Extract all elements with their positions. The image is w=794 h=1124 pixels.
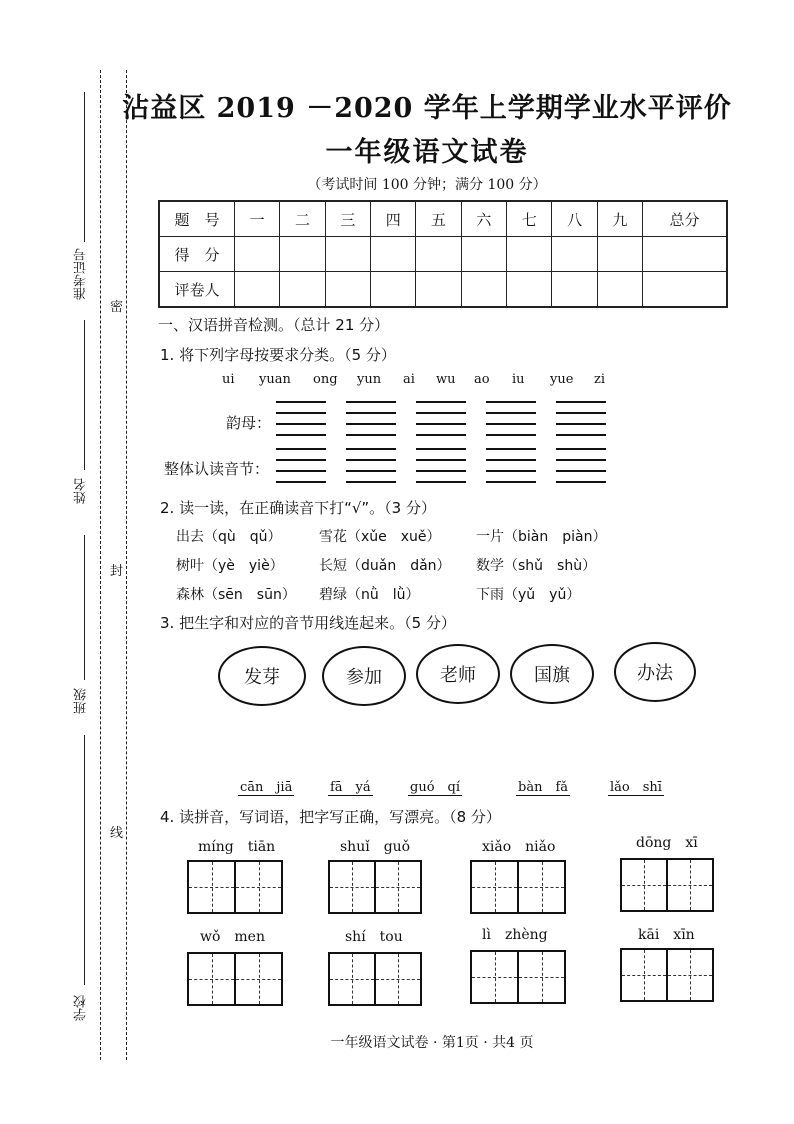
pinyin-choice-item[interactable]: 一片（biàn piàn） xyxy=(476,529,607,545)
pinyin-choice-item[interactable]: 数学（shǔ shù） xyxy=(476,558,597,574)
seal-char-xian: 线 xyxy=(110,826,124,841)
score-cell[interactable] xyxy=(643,237,727,272)
syllable-option[interactable]: cān jiā xyxy=(238,776,294,796)
letter-item: yue xyxy=(550,372,574,387)
pinyin-writing-lines[interactable] xyxy=(486,401,536,435)
grader-cell[interactable] xyxy=(280,272,325,308)
section-title: 一、汉语拼音检测。（总计 21 分） xyxy=(158,316,390,334)
pinyin-prompt: lì zhèng xyxy=(482,927,548,943)
whole-syllable-label: 整体认读音节： xyxy=(164,460,270,478)
grader-cell[interactable] xyxy=(325,272,370,308)
finals-label: 韵母： xyxy=(226,414,272,432)
grader-cell[interactable] xyxy=(507,272,552,308)
pinyin-writing-lines[interactable] xyxy=(276,401,326,435)
pinyin-writing-lines[interactable] xyxy=(276,448,326,482)
pinyin-writing-lines[interactable] xyxy=(346,401,396,435)
syllable-option[interactable]: guó qí xyxy=(408,776,462,796)
dashed-cut-line xyxy=(126,70,127,1060)
column-header: 三 xyxy=(325,201,370,237)
score-cell[interactable] xyxy=(280,237,325,272)
exam-title: 沾益区 2019 －2020 学年上学期学业水平评价 xyxy=(122,93,732,124)
page-footer: 一年级语文试卷 · 第1页 · 共4 页 xyxy=(330,1035,534,1051)
syllable-option[interactable]: lǎo shī xyxy=(608,776,664,796)
letter-item: ong xyxy=(313,372,338,387)
exam-number-label: 准考证号 xyxy=(74,248,89,300)
letter-item: ai xyxy=(403,372,415,387)
row-label: 得 分 xyxy=(159,237,235,272)
column-header: 七 xyxy=(507,201,552,237)
pinyin-writing-lines[interactable] xyxy=(486,448,536,482)
pinyin-writing-lines[interactable] xyxy=(346,448,396,482)
word-oval[interactable]: 老师 xyxy=(416,644,500,704)
grader-cell[interactable] xyxy=(371,272,416,308)
column-header: 六 xyxy=(461,201,506,237)
grader-cell[interactable] xyxy=(643,272,727,308)
score-table-row xyxy=(159,237,727,272)
grader-cell[interactable] xyxy=(235,272,280,308)
class-label: 班级 xyxy=(74,688,89,714)
column-header: 二 xyxy=(280,201,325,237)
syllable-option[interactable]: fā yá xyxy=(328,776,373,796)
score-cell[interactable] xyxy=(371,237,416,272)
pinyin-prompt: wǒ men xyxy=(200,929,265,945)
pinyin-choice-item[interactable]: 树叶（yè yiè） xyxy=(176,558,284,574)
writing-grid[interactable] xyxy=(620,858,714,912)
pinyin-writing-lines[interactable] xyxy=(556,401,606,435)
pinyin-prompt: kāi xīn xyxy=(638,927,695,943)
pinyin-prompt: shuǐ guǒ xyxy=(340,839,411,855)
pinyin-writing-lines[interactable] xyxy=(416,401,466,435)
grader-cell[interactable] xyxy=(416,272,461,308)
pinyin-choice-item[interactable]: 森林（sēn sūn） xyxy=(176,587,296,603)
seal-char-mi: 密 xyxy=(110,300,124,315)
question-4-prompt: 4. 读拼音，写词语，把字写正确，写漂亮。（8 分） xyxy=(160,808,501,826)
score-table-row xyxy=(159,201,727,237)
score-cell[interactable] xyxy=(461,237,506,272)
writing-grid[interactable] xyxy=(620,948,714,1002)
school-label: 学校 xyxy=(74,995,89,1021)
word-oval[interactable]: 办法 xyxy=(614,642,696,702)
score-table-row xyxy=(159,272,727,308)
score-cell[interactable] xyxy=(235,237,280,272)
letter-item: ui xyxy=(222,372,235,387)
grader-cell[interactable] xyxy=(461,272,506,308)
column-header: 八 xyxy=(552,201,597,237)
pinyin-choice-item[interactable]: 碧绿（nǜ lǜ） xyxy=(319,587,420,603)
score-cell[interactable] xyxy=(416,237,461,272)
pinyin-choice-item[interactable]: 出去（qù qǔ） xyxy=(176,529,282,545)
name-label: 姓名 xyxy=(74,478,89,504)
score-cell[interactable] xyxy=(507,237,552,272)
pinyin-prompt: shí tou xyxy=(345,929,403,945)
writing-grid[interactable] xyxy=(328,952,422,1006)
letter-item: ao xyxy=(474,372,490,387)
score-cell[interactable] xyxy=(597,237,642,272)
writing-grid[interactable] xyxy=(187,860,283,914)
letter-item: iu xyxy=(512,372,525,387)
binding-line xyxy=(84,735,85,985)
pinyin-prompt: dōng xī xyxy=(636,835,698,851)
column-header: 一 xyxy=(235,201,280,237)
column-header: 五 xyxy=(416,201,461,237)
word-oval[interactable]: 发芽 xyxy=(218,646,306,706)
grader-cell[interactable] xyxy=(552,272,597,308)
grader-cell[interactable] xyxy=(597,272,642,308)
pinyin-writing-lines[interactable] xyxy=(416,448,466,482)
pinyin-choice-item[interactable]: 长短（duǎn dǎn） xyxy=(319,558,451,574)
syllable-option[interactable]: bàn fǎ xyxy=(516,776,570,796)
column-header: 九 xyxy=(597,201,642,237)
pinyin-choice-item[interactable]: 下雨（yǔ yǔ） xyxy=(476,587,581,603)
score-table xyxy=(158,200,728,308)
letter-item: zi xyxy=(594,372,606,387)
binding-line xyxy=(84,320,85,470)
exam-subject-title: 一年级语文试卷 xyxy=(325,137,529,168)
exam-info: （考试时间 100 分钟；满分 100 分） xyxy=(307,177,547,193)
column-header: 总分 xyxy=(643,201,727,237)
score-cell[interactable] xyxy=(325,237,370,272)
row-label: 题 号 xyxy=(159,201,235,237)
word-oval[interactable]: 国旗 xyxy=(510,644,594,704)
pinyin-prompt: xiǎo niǎo xyxy=(482,839,556,855)
column-header: 四 xyxy=(371,201,416,237)
pinyin-prompt: míng tiān xyxy=(198,839,276,855)
pinyin-writing-lines[interactable] xyxy=(556,448,606,482)
writing-grid[interactable] xyxy=(470,860,566,914)
dashed-cut-line xyxy=(100,70,101,1060)
binding-line xyxy=(84,535,85,680)
letter-item: yuan xyxy=(259,372,291,387)
row-label: 评卷人 xyxy=(159,272,235,308)
writing-grid[interactable] xyxy=(328,860,422,914)
pinyin-choice-item[interactable]: 雪花（xǔe xuě） xyxy=(319,529,441,545)
letter-item: yun xyxy=(357,372,382,387)
seal-char-feng: 封 xyxy=(110,564,124,579)
writing-grid[interactable] xyxy=(470,950,566,1004)
letter-item: wu xyxy=(436,372,456,387)
score-cell[interactable] xyxy=(552,237,597,272)
question-1-prompt: 1. 将下列字母按要求分类。（5 分） xyxy=(160,346,396,364)
writing-grid[interactable] xyxy=(187,952,283,1006)
question-2-prompt: 2. 读一读，在正确读音下打“√”。（3 分） xyxy=(160,499,436,517)
question-3-prompt: 3. 把生字和对应的音节用线连起来。（5 分） xyxy=(160,614,456,632)
word-oval[interactable]: 参加 xyxy=(322,646,406,706)
